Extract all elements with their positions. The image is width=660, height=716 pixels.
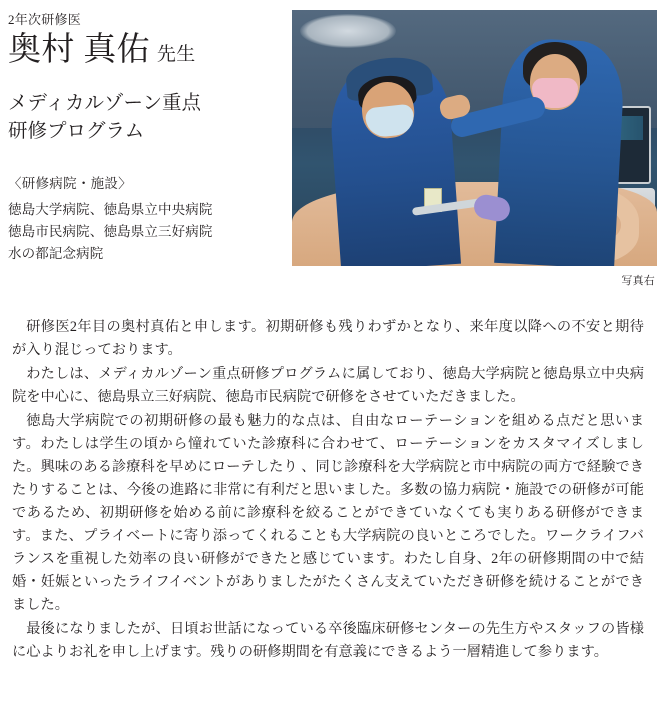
facilities-title: 〈研修病院・施設〉 (8, 176, 132, 192)
article-paragraph: 研修医2年目の奥村真佑と申します。初期研修も残りわずかとなり、来年度以降への不安と期待が入り混じっております。 (12, 319, 644, 358)
resident-name: 奥村 真佑 (8, 31, 150, 68)
program-name: メディカルゾーン重点 研修プログラム (8, 92, 202, 142)
training-photo (292, 10, 657, 266)
profile-info (8, 10, 288, 265)
photo-block (288, 10, 656, 288)
facility-line: 徳島大学病院、徳島県立中央病院 (8, 202, 213, 218)
resident-honorific: 先生 (156, 43, 196, 65)
article-paragraph: 最後になりましたが、日頃お世話になっている卒後臨床研修センターの先生方やスタッフの皆様に心よりお礼を申し上げます。残りの研修期間を有意義にできるよう一層精進して参ります。 (12, 621, 644, 660)
article-paragraph: わたしは、メディカルゾーン重点研修プログラムに属しており、徳島大学病院と徳島県立中央病院を中心に、徳島県立三好病院、徳島市民病院で研修をさせていただきました。 (12, 366, 644, 405)
resident-year-label: 2年次研修医 (8, 12, 82, 27)
facility-line: 水の都記念病院 (8, 245, 104, 261)
resident-name-row (8, 33, 288, 68)
photo-caption: 写真右 (621, 275, 655, 287)
article-body (0, 288, 660, 664)
facility-line: 徳島市民病院、徳島県立三好病院 (8, 223, 213, 239)
header-section (0, 0, 660, 288)
article-paragraph: 徳島大学病院での初期研修の最も魅力的な点は、自由なローテーションを組める点だと思います。わたしは学生の頃から憧れていた診療科に合わせて、ローテーションをカスタマイズしました。興味のある診療科を早めにローテしたり 、同じ診療科を大学病院と市中病院の両方で経験できたりすることは、今後の進路に非常に有利だと思いました。多数の協力病院・施設での研修が可能であるため、初期研修を始める前に診療科を絞ることができていなくても実りある研修ができます。また、プライベートに寄り添ってくれることも大学病院の良いところでした。ワークライフバランスを重視した効率の良い研修ができたと感じています。わたし自身、2年の研修期間の中で結婚・妊娠といったライフイベントがありましたがたくさん支えていただき研修を続けることができました。 (12, 413, 644, 613)
photo-surgical-light (300, 14, 396, 48)
